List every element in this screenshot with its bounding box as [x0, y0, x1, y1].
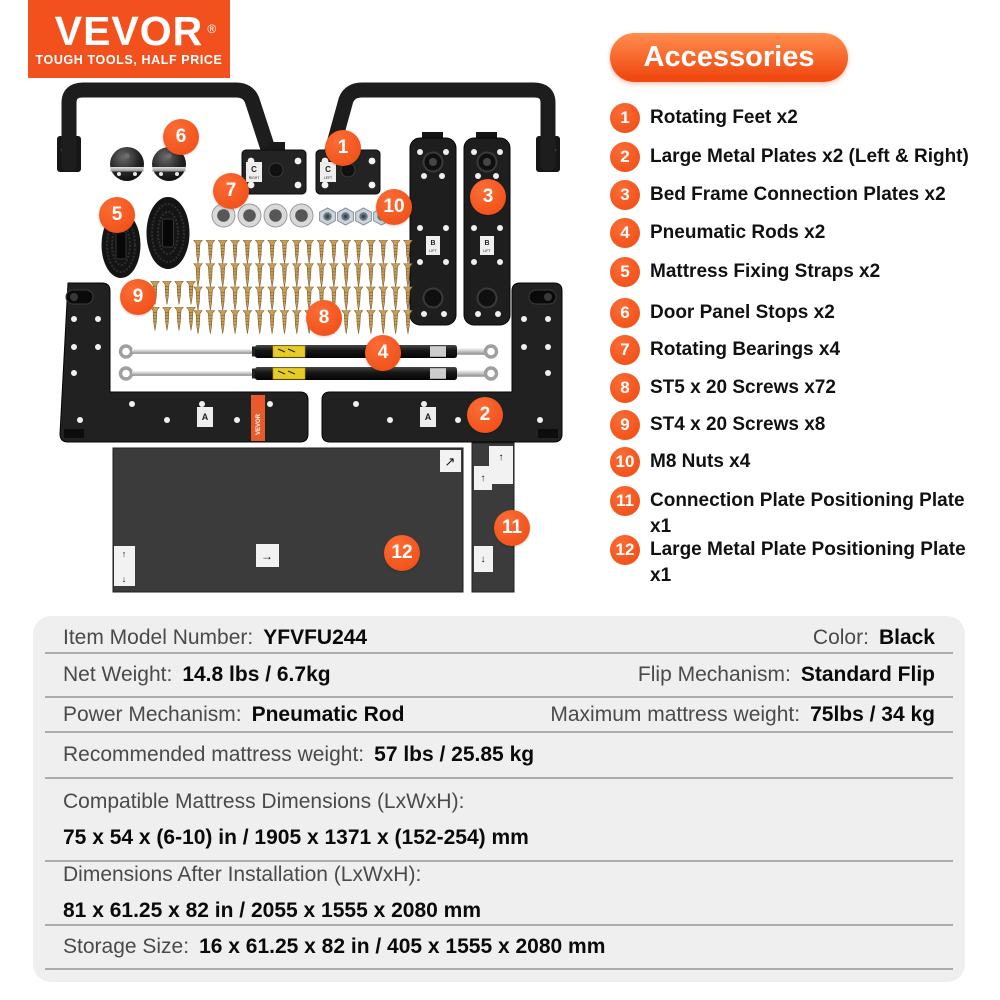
accessory-item-2	[610, 142, 990, 172]
part-badge-5: 5	[99, 197, 135, 233]
accessory-item-9	[610, 410, 990, 440]
item-number-badge: 12	[610, 535, 640, 565]
part-badge-10: 10	[376, 189, 412, 225]
item-label: Rotating Bearings x4	[650, 339, 841, 360]
item-number-badge: 7	[610, 335, 640, 365]
part-badge-3: 3	[470, 179, 506, 215]
brand-name: VEVOR ®	[54, 8, 218, 54]
spec-row-installed-dimensions	[45, 862, 953, 926]
pneumatic-rod-1	[121, 345, 497, 358]
spec-label: Dimensions After Installation (LxWxH):	[63, 863, 422, 886]
positioning-plate-large	[113, 448, 463, 592]
spec-label: Item Model Number:	[63, 626, 254, 649]
spec-label: Net Weight:	[63, 663, 173, 686]
spec-value: 16 x 61.25 x 82 in / 405 x 1555 x 2080 mm	[199, 935, 606, 958]
spec-label: Recommended mattress weight:	[63, 743, 365, 766]
item-label: M8 Nuts x4	[650, 451, 751, 472]
spec-value: YFVFU244	[263, 626, 368, 649]
spec-value: Pneumatic Rod	[251, 702, 405, 726]
spec-value: Standard Flip	[800, 663, 935, 686]
spec-label: Maximum mattress weight:	[550, 702, 801, 726]
item-number-badge: 9	[610, 410, 640, 440]
item-label: Rotating Feet x2	[650, 107, 798, 128]
connection-plate-1	[410, 132, 456, 325]
accessory-item-4	[610, 218, 990, 248]
registered-mark: ®	[207, 22, 218, 36]
item-label: ST5 x 20 Screws x72	[650, 377, 836, 398]
item-label: Mattress Fixing Straps x2	[650, 261, 881, 282]
part-badge-7: 7	[213, 173, 249, 209]
st5-screws-group	[194, 240, 413, 334]
svg-text:LEFT: LEFT	[323, 176, 333, 180]
spec-row-mattress-dimensions	[45, 779, 953, 862]
spec-row-weight-flip	[45, 654, 953, 698]
svg-text:A: A	[201, 412, 209, 422]
accessory-item-12	[610, 535, 990, 589]
item-number-badge: 10	[610, 447, 640, 477]
item-number-badge: 11	[610, 486, 640, 516]
mounting-plate-c-right	[242, 142, 306, 194]
item-label: Connection Plate Positioning Plate x1	[650, 490, 965, 537]
spec-row-storage-size	[45, 926, 953, 970]
item-label: Door Panel Stops x2	[650, 302, 835, 323]
item-number-badge: 2	[610, 142, 640, 172]
item-label: Large Metal Plate Positioning Plate x1	[650, 539, 966, 586]
spec-value: 14.8 lbs / 6.7kg	[182, 663, 331, 686]
spec-row-recommended-weight	[45, 733, 953, 779]
part-badge-9: 9	[120, 279, 156, 315]
spec-row-model-color	[45, 624, 953, 654]
spec-label: Power Mechanism:	[63, 702, 242, 726]
spec-label: Compatible Mattress Dimensions (LxWxH):	[63, 789, 465, 813]
item-label: Pneumatic Rods x2	[650, 222, 826, 243]
part-badge-6: 6	[163, 119, 199, 155]
spec-table	[33, 616, 965, 982]
svg-text:↗: ↗	[444, 454, 456, 469]
spec-label: Flip Mechanism:	[637, 663, 791, 686]
part-badge-12: 12	[384, 535, 420, 571]
svg-text:↑: ↑	[480, 473, 486, 484]
item-number-badge: 8	[610, 373, 640, 403]
connection-plate-2	[464, 132, 510, 325]
svg-text:LIFT: LIFT	[429, 249, 437, 253]
item-number-badge: 6	[610, 298, 640, 328]
accessory-item-11	[610, 486, 990, 540]
svg-text:↑: ↑	[498, 452, 504, 463]
part-badge-8: 8	[306, 300, 342, 336]
item-label: Bed Frame Connection Plates x2	[650, 184, 946, 205]
accessories-title: Accessories	[610, 33, 848, 82]
large-metal-plate-left	[60, 283, 308, 442]
accessory-item-5	[610, 257, 990, 287]
accessory-item-3	[610, 180, 990, 210]
spec-value: Black	[878, 626, 935, 649]
item-label: Large Metal Plates x2 (Left & Right)	[650, 146, 969, 167]
accessory-item-1	[610, 103, 990, 133]
part-badge-1: 1	[325, 130, 361, 166]
svg-text:LIFT: LIFT	[483, 249, 491, 253]
part-badge-2: 2	[467, 397, 503, 433]
accessory-item-6	[610, 298, 990, 328]
door-panel-stop-1	[110, 147, 144, 181]
svg-text:A: A	[424, 412, 432, 422]
mattress-strap-2	[147, 197, 190, 269]
spec-value: 75lbs / 34 kg	[810, 702, 935, 726]
svg-text:RIGHT: RIGHT	[248, 176, 260, 180]
item-number-badge: 4	[610, 218, 640, 248]
spec-value: 81 x 61.25 x 82 in / 2055 x 1555 x 2080 mm	[63, 899, 481, 922]
spec-value: 57 lbs / 25.85 kg	[374, 743, 535, 766]
brand-tagline: TOUGH TOOLS, HALF PRICE	[35, 53, 223, 67]
accessory-item-7	[610, 335, 990, 365]
accessory-item-10	[610, 447, 990, 477]
svg-text:C: C	[325, 165, 331, 174]
spec-row-power-maxweight	[45, 698, 953, 733]
svg-text:↑: ↑	[121, 549, 127, 559]
item-number-badge: 5	[610, 257, 640, 287]
svg-text:↓: ↓	[480, 554, 486, 565]
part-badge-11: 11	[494, 510, 530, 546]
item-number-badge: 1	[610, 103, 640, 133]
spec-value: 75 x 54 x (6-10) in / 1905 x 1371 x (152-254) mm	[63, 825, 529, 849]
pneumatic-rod-2	[121, 367, 497, 380]
svg-text:B: B	[484, 240, 490, 247]
svg-text:VEVOR: VEVOR	[256, 413, 262, 435]
svg-text:B: B	[430, 240, 436, 247]
spec-label: Storage Size:	[63, 935, 190, 958]
accessory-item-8	[610, 373, 990, 403]
svg-text:↓: ↓	[121, 574, 127, 584]
spec-label: Color:	[812, 626, 869, 649]
part-badge-4: 4	[365, 335, 401, 371]
item-number-badge: 3	[610, 180, 640, 210]
svg-text:C: C	[251, 165, 257, 174]
st4-screws-group	[151, 281, 196, 331]
item-label: ST4 x 20 Screws x8	[650, 414, 826, 435]
svg-text:→: →	[261, 549, 273, 563]
